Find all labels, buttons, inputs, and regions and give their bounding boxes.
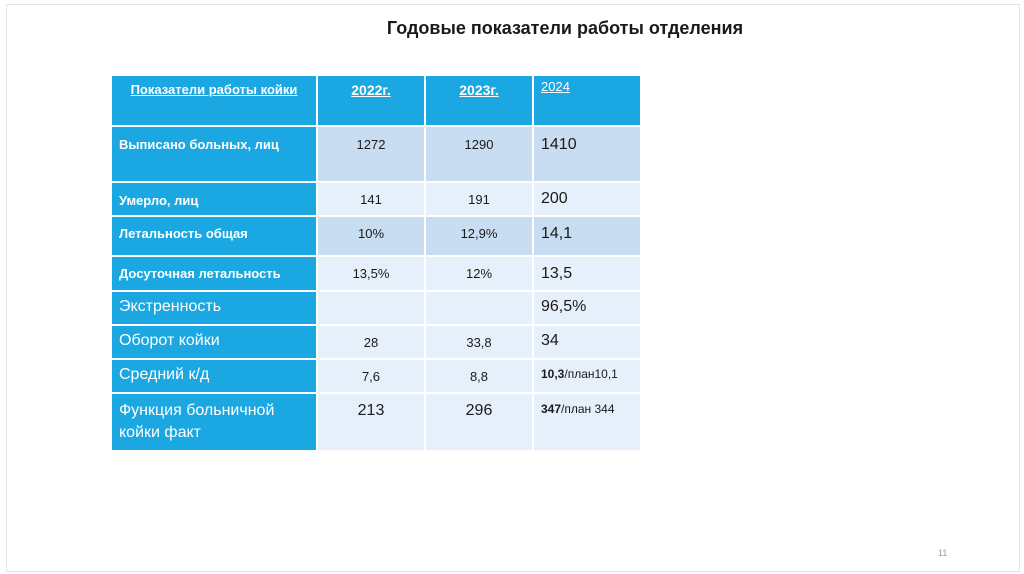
cell-2024-fact: 10,3 <box>541 367 565 381</box>
cell-2023: 1290 <box>426 127 532 181</box>
table-row <box>112 127 640 181</box>
cell-2024-fact: 347 <box>541 402 562 416</box>
table-row <box>112 292 640 324</box>
table-row <box>112 257 640 290</box>
cell-2022: 10% <box>318 217 424 255</box>
table-row <box>112 360 640 392</box>
cell-2024: 200 <box>534 183 640 215</box>
row-label: Досуточная летальность <box>112 257 316 290</box>
row-label: Средний к/д <box>112 360 316 392</box>
header-indicator: Показатели работы койки <box>112 76 316 125</box>
row-label: Умерло, лиц <box>112 183 316 215</box>
cell-2024-plan: /план 344 <box>561 402 615 416</box>
cell-2024 <box>534 394 640 450</box>
row-label: Оборот койки <box>112 326 316 358</box>
cell-2022: 213 <box>318 394 424 450</box>
cell-2022 <box>318 292 424 324</box>
cell-2024: 13,5 <box>534 257 640 290</box>
cell-2022: 1272 <box>318 127 424 181</box>
cell-2024: 14,1 <box>534 217 640 255</box>
cell-2022: 141 <box>318 183 424 215</box>
cell-2023: 8,8 <box>426 360 532 392</box>
page-title: Годовые показатели работы отделения <box>386 18 744 38</box>
cell-2024: 96,5% <box>534 292 640 324</box>
table-row <box>112 326 640 358</box>
cell-2023: 296 <box>426 394 532 450</box>
cell-2022: 28 <box>318 326 424 358</box>
cell-2024: 1410 <box>534 127 640 181</box>
cell-2024-plan: /план10,1 <box>564 367 618 381</box>
cell-2024 <box>534 360 640 392</box>
table-row <box>112 217 640 255</box>
table-row <box>112 183 640 215</box>
row-label: Функция больничной койки факт <box>112 394 316 450</box>
cell-2023: 33,8 <box>426 326 532 358</box>
page-number: 11 <box>938 548 948 558</box>
cell-2023 <box>426 292 532 324</box>
cell-2024: 34 <box>534 326 640 358</box>
cell-2022: 13,5% <box>318 257 424 290</box>
cell-2023: 12% <box>426 257 532 290</box>
row-label: Выписано больных, лиц <box>112 127 316 181</box>
cell-2023: 191 <box>426 183 532 215</box>
table-header-row <box>112 76 640 125</box>
row-label: Летальность общая <box>112 217 316 255</box>
row-label: Экстренность <box>112 292 316 324</box>
cell-2023: 12,9% <box>426 217 532 255</box>
indicators-table <box>110 74 642 452</box>
table-row <box>112 394 640 450</box>
header-2024: 2024 <box>534 76 640 125</box>
header-2023: 2023г. <box>426 76 532 125</box>
cell-2022: 7,6 <box>318 360 424 392</box>
header-2022: 2022г. <box>318 76 424 125</box>
